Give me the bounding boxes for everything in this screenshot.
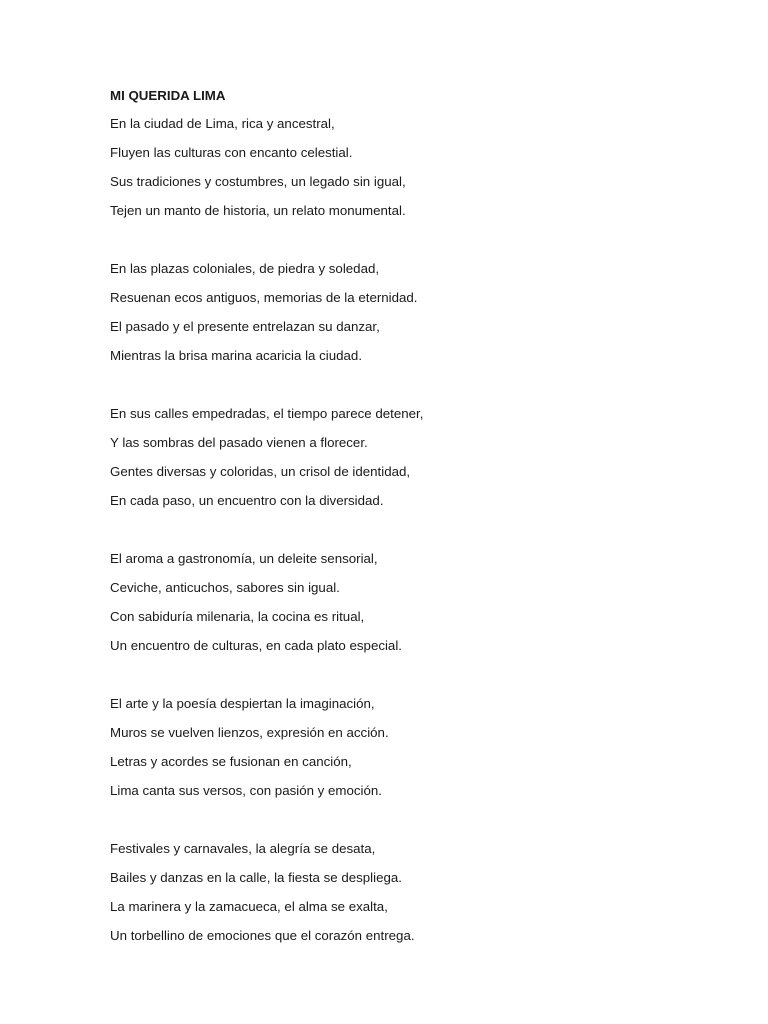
- poem-line: El aroma a gastronomía, un deleite sensorial,: [110, 551, 378, 566]
- stanza-4: [110, 550, 730, 666]
- poem-line: En sus calles empedradas, el tiempo parece detener,: [110, 406, 424, 421]
- stanza-1: [110, 115, 730, 231]
- poem-line: Gentes diversas y coloridas, un crisol de identidad,: [110, 464, 411, 479]
- poem-line: El arte y la poesía despiertan la imaginación,: [110, 696, 375, 711]
- stanza-2: [110, 260, 730, 376]
- poem-line: Festivales y carnavales, la alegría se desata,: [110, 841, 376, 856]
- poem-line: En cada paso, un encuentro con la diversidad.: [110, 493, 384, 508]
- poem-line: Muros se vuelven lienzos, expresión en acción.: [110, 725, 389, 740]
- poem-line: Sus tradiciones y costumbres, un legado sin igual,: [110, 174, 406, 189]
- poem-title: MI QUERIDA LIMA: [110, 88, 226, 103]
- poem-line: Con sabiduría milenaria, la cocina es ritual,: [110, 609, 365, 624]
- poem: [110, 86, 730, 956]
- poem-line: Letras y acordes se fusionan en canción,: [110, 754, 352, 769]
- stanza-5: [110, 695, 730, 811]
- poem-line: Fluyen las culturas con encanto celestial.: [110, 145, 353, 160]
- poem-line: Resuenan ecos antiguos, memorias de la eternidad.: [110, 290, 418, 305]
- poem-line: Un encuentro de culturas, en cada plato especial.: [110, 638, 402, 653]
- poem-line: El pasado y el presente entrelazan su danzar,: [110, 319, 380, 334]
- poem-line: En las plazas coloniales, de piedra y soledad,: [110, 261, 380, 276]
- poem-line: Bailes y danzas en la calle, la fiesta se despliega.: [110, 870, 402, 885]
- poem-line: Mientras la brisa marina acaricia la ciudad.: [110, 348, 363, 363]
- poem-line: En la ciudad de Lima, rica y ancestral,: [110, 116, 335, 131]
- poem-line: La marinera y la zamacueca, el alma se exalta,: [110, 899, 388, 914]
- poem-line: Tejen un manto de historia, un relato monumental.: [110, 203, 406, 218]
- poem-line: Lima canta sus versos, con pasión y emoción.: [110, 783, 382, 798]
- poem-line: Y las sombras del pasado vienen a florecer.: [110, 435, 368, 450]
- stanza-6: [110, 840, 730, 956]
- poem-line: Un torbellino de emociones que el corazón entrega.: [110, 928, 415, 943]
- poem-line: Ceviche, anticuchos, sabores sin igual.: [110, 580, 340, 595]
- stanza-3: [110, 405, 730, 521]
